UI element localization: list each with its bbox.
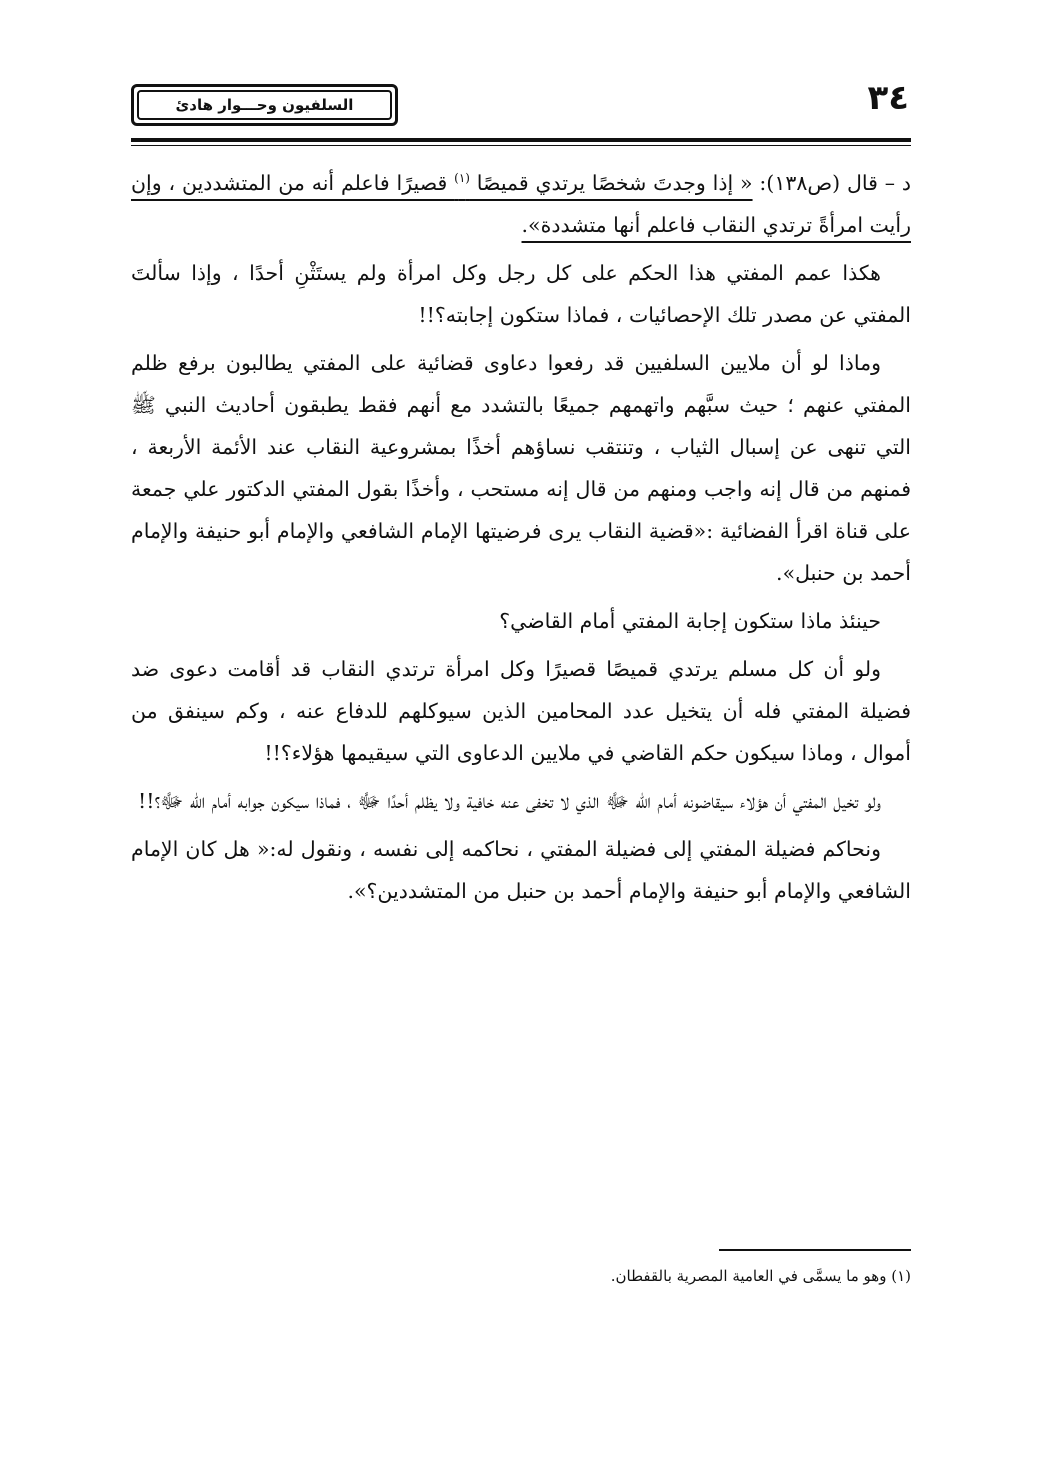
paragraph-6: ولو تخيل المفتي أن هؤلاء سيقاضونه أمام الله ﷻ الذي لا تخفى عنه خافية ولا يظلم أحدًا ﷻ ، فماذا سيكون جوابه أمام الله ﷻ؟!! (137, 789, 881, 813)
body-text (131, 162, 911, 918)
quoted-fatwa-part1: « إذا وجدتَ شخصًا يرتدي قميصًا (469, 171, 753, 195)
page-number: ٣٤ (867, 78, 909, 118)
paragraph-2: هكذا عمم المفتي هذا الحكم على كل رجل وكل امرأة ولم يستَثْنِ أحدًا ، وإذا سألتَ المفتي عن مصدر تلك الإحصائيات ، فماذا ستكون إجابته؟!! (131, 261, 911, 327)
paragraph-3: وماذا لو أن ملايين السلفيين قد رفعوا دعاوى قضائية على المفتي يطالبون برفع ظلم المفتي عنهم ؛ حيث سبَّهم واتهمهم جميعًا بالتشدد مع أنهم فقط يطبقون أحاديث النبي ﷺ التي تنهى عن إسبال الثياب ، وتنتقب نساؤهم أخذًا بمشروعية النقاب عند الأئمة الأربعة ، فمنهم من قال إنه واجب ومنهم من قال إنه مستحب ، وأخذًا بقول المفتي الدكتور علي جمعة على قناة اقرأ الفضائية :«قضية النقاب يرى فرضيتها الإمام الشافعي والإمام أبو حنيفة والإمام أحمد بن حنبل». (131, 351, 911, 585)
paragraph-1 (131, 162, 911, 246)
running-title: السلفيون وحـــوار هادئ (137, 90, 392, 120)
header-rule-thin (131, 145, 911, 146)
paragraph-1-lead: د – قال (ص١٣٨): (752, 171, 911, 195)
paragraph-4: حينئذ ماذا ستكون إجابة المفتي أمام القاضي؟ (499, 609, 881, 633)
quoted-fatwa-part2: قصيرًا فاعلم أنه من المتشددين ، وإن رأيت امرأةً ترتدي النقاب فاعلم أنها متشددة». (131, 171, 911, 237)
footnote-separator (719, 1249, 911, 1251)
paragraph-5: ولو أن كل مسلم يرتدي قميصًا قصيرًا وكل امرأة ترتدي النقاب قد أقامت دعوى ضد فضيلة المفتي فله أن يتخيل عدد المحامين الذين سيوكلهم للدفاع عنه ، وكم سينفق من أموال ، وماذا سيكون حكم القاضي في ملايين الدعاوى التي سيقيمها هؤلاء؟!! (131, 657, 911, 765)
header-rule-thick (131, 138, 911, 142)
running-title-frame (131, 84, 398, 126)
footnote-reference[interactable]: (١) (454, 171, 470, 186)
page-header (131, 78, 911, 150)
paragraph-7: ونحاكم فضيلة المفتي إلى فضيلة المفتي ، نحاكمه إلى نفسه ، ونقول له:« هل كان الإمام الشافعي والإمام أبو حنيفة والإمام أحمد بن حنبل من المتشددين؟». (131, 837, 911, 903)
footnote: (١) وهو ما يسمَّى في العامية المصرية بالقفطان. (610, 1267, 911, 1285)
